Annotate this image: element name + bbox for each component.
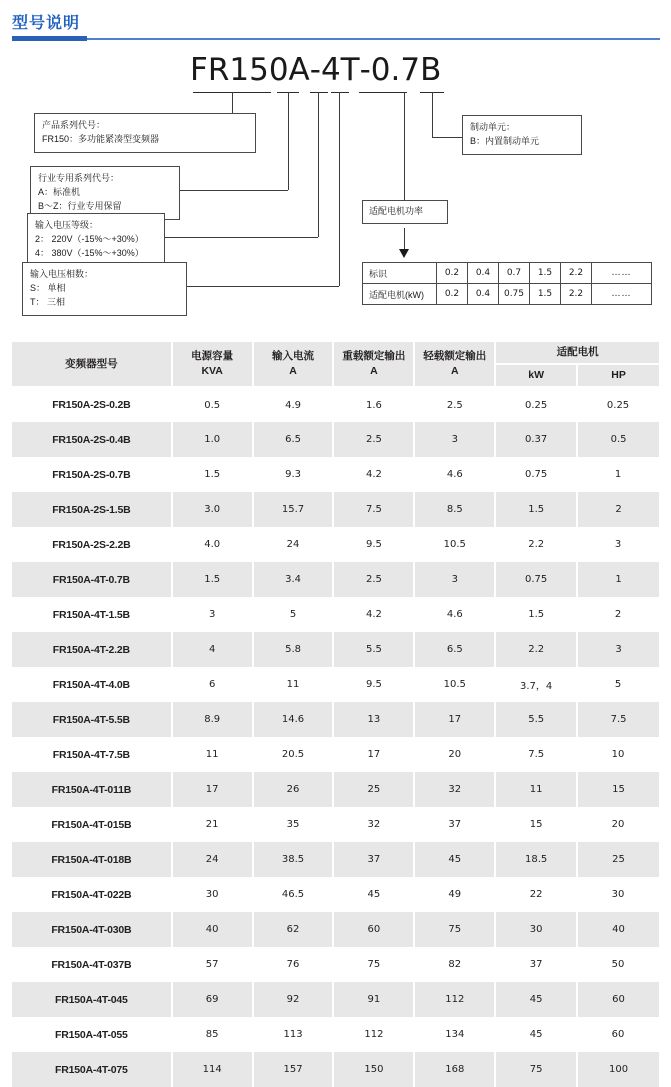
- cell-capacity: 3.0: [172, 492, 253, 527]
- cell-input-current: 9.3: [253, 457, 334, 492]
- spec-header-current-l1: 输入电流: [272, 350, 315, 362]
- table-row: [12, 737, 659, 772]
- table-row: [12, 982, 659, 1017]
- cell-motor-kw: 0.75: [495, 562, 577, 597]
- cell-model: FR150A-2S-0.7B: [12, 457, 172, 492]
- cell-capacity: 1.5: [172, 457, 253, 492]
- callout-product-series: [34, 113, 256, 153]
- cell-motor-kw: 0.25: [495, 387, 577, 422]
- table-row: [12, 877, 659, 912]
- cell-heavy-output: 37: [333, 842, 414, 877]
- cell-light-output: 4.6: [414, 597, 495, 632]
- cell-light-output: 4.6: [414, 457, 495, 492]
- cell-motor-kw: 11: [495, 772, 577, 807]
- model-segment-series: FR150: [190, 52, 289, 88]
- cell-light-output: 49: [414, 877, 495, 912]
- cell-heavy-output: 9.5: [333, 667, 414, 702]
- cell-motor-kw: 7.5: [495, 737, 577, 772]
- cell-motor-kw: 2.2: [495, 527, 577, 562]
- cell-motor-kw: 15: [495, 807, 577, 842]
- model-code: [190, 52, 441, 88]
- spec-table-body: [12, 387, 659, 1087]
- page-title: 型号说明: [12, 15, 81, 32]
- cell-motor-kw: 22: [495, 877, 577, 912]
- power-cell: 1.5: [530, 284, 561, 305]
- cell-heavy-output: 150: [333, 1052, 414, 1087]
- cell-capacity: 1.5: [172, 562, 253, 597]
- cell-model: FR150A-2S-1.5B: [12, 492, 172, 527]
- cell-motor-hp: 1: [577, 457, 659, 492]
- cell-input-current: 46.5: [253, 877, 334, 912]
- cell-light-output: 17: [414, 702, 495, 737]
- power-cell: 2.2: [561, 284, 592, 305]
- cell-capacity: 30: [172, 877, 253, 912]
- table-row: [12, 527, 659, 562]
- cell-motor-hp: 5: [577, 667, 659, 702]
- callout-phase-line3: T： 三相: [30, 296, 65, 307]
- cell-model: FR150A-4T-5.5B: [12, 702, 172, 737]
- cell-model: FR150A-2S-0.2B: [12, 387, 172, 422]
- callout-industry-series: [30, 166, 180, 220]
- leader-industry-horizontal: [180, 190, 288, 191]
- cell-motor-hp: 50: [577, 947, 659, 982]
- cell-motor-kw: 0.75: [495, 457, 577, 492]
- cell-motor-hp: 0.25: [577, 387, 659, 422]
- underline-power: [359, 92, 407, 93]
- leader-phase-horizontal: [187, 286, 339, 287]
- cell-heavy-output: 1.6: [333, 387, 414, 422]
- table-row: [12, 772, 659, 807]
- cell-motor-hp: 30: [577, 877, 659, 912]
- table-row: [12, 702, 659, 737]
- cell-light-output: 3: [414, 422, 495, 457]
- cell-light-output: 82: [414, 947, 495, 982]
- cell-input-current: 38.5: [253, 842, 334, 877]
- leader-brake-vertical: [432, 92, 433, 137]
- table-row: [12, 632, 659, 667]
- cell-heavy-output: 60: [333, 912, 414, 947]
- cell-light-output: 32: [414, 772, 495, 807]
- section-header: [0, 0, 671, 44]
- table-row: [12, 807, 659, 842]
- cell-motor-hp: 3: [577, 527, 659, 562]
- table-row: [12, 422, 659, 457]
- cell-light-output: 20: [414, 737, 495, 772]
- title-rule-thin: [12, 38, 660, 40]
- callout-voltage-line1: 输入电压等级：: [35, 220, 99, 230]
- leader-phase-vertical: [339, 92, 340, 286]
- spec-header-row-1: [12, 342, 659, 364]
- power-cell: 2.2: [561, 263, 592, 284]
- cell-light-output: 45: [414, 842, 495, 877]
- leader-power-vertical-upper: [404, 92, 405, 200]
- spec-header-motor-kw: kW: [495, 364, 577, 387]
- table-row: [12, 597, 659, 632]
- cell-model: FR150A-4T-2.2B: [12, 632, 172, 667]
- spec-header-model: 变频器型号: [12, 342, 172, 387]
- cell-light-output: 75: [414, 912, 495, 947]
- cell-model: FR150A-2S-2.2B: [12, 527, 172, 562]
- cell-capacity: 1.0: [172, 422, 253, 457]
- cell-motor-kw: 1.5: [495, 492, 577, 527]
- cell-light-output: 112: [414, 982, 495, 1017]
- cell-motor-kw: 45: [495, 1017, 577, 1052]
- power-row-label: 适配电机(kW): [363, 284, 437, 305]
- cell-heavy-output: 2.5: [333, 422, 414, 457]
- cell-light-output: 168: [414, 1052, 495, 1087]
- cell-model: FR150A-4T-055: [12, 1017, 172, 1052]
- cell-heavy-output: 4.2: [333, 457, 414, 492]
- cell-heavy-output: 75: [333, 947, 414, 982]
- callout-voltage-line2: 2： 220V（-15%～+30%）: [35, 233, 144, 244]
- callout-series-line1: 产品系列代号：: [42, 120, 106, 130]
- cell-model: FR150A-4T-015B: [12, 807, 172, 842]
- callout-phase-line1: 输入电压相数：: [30, 269, 94, 279]
- cell-motor-hp: 20: [577, 807, 659, 842]
- spec-header-capacity-l2: KVA: [201, 365, 223, 378]
- spec-header-heavy-l1: 重载额定输出: [342, 350, 406, 362]
- cell-input-current: 15.7: [253, 492, 334, 527]
- cell-capacity: 40: [172, 912, 253, 947]
- cell-input-current: 113: [253, 1017, 334, 1052]
- spec-table-head: [12, 342, 659, 387]
- cell-heavy-output: 9.5: [333, 527, 414, 562]
- cell-light-output: 10.5: [414, 667, 495, 702]
- cell-motor-kw: 0.37: [495, 422, 577, 457]
- callout-input-voltage-level: [27, 213, 165, 267]
- cell-motor-kw: 2.2: [495, 632, 577, 667]
- cell-light-output: 134: [414, 1017, 495, 1052]
- cell-heavy-output: 17: [333, 737, 414, 772]
- cell-motor-kw: 45: [495, 982, 577, 1017]
- callout-brake-line2: B：内置制动单元: [470, 135, 540, 146]
- cell-motor-kw: 30: [495, 912, 577, 947]
- cell-model: FR150A-2S-0.4B: [12, 422, 172, 457]
- cell-model: FR150A-4T-075: [12, 1052, 172, 1087]
- callout-industry-line1: 行业专用系列代号：: [38, 173, 120, 183]
- cell-motor-hp: 2: [577, 492, 659, 527]
- table-row: [12, 667, 659, 702]
- power-cell: 0.75: [499, 284, 530, 305]
- leader-power-vertical-lower: [404, 228, 405, 251]
- cell-model: FR150A-4T-0.7B: [12, 562, 172, 597]
- power-cell: 0.4: [468, 284, 499, 305]
- power-table-body: [363, 263, 652, 305]
- cell-capacity: 3: [172, 597, 253, 632]
- model-segment-voltage-phase: -4T: [309, 52, 360, 88]
- cell-motor-hp: 40: [577, 912, 659, 947]
- spec-header-capacity-l1: 电源容量: [191, 350, 234, 362]
- cell-input-current: 62: [253, 912, 334, 947]
- cell-motor-hp: 3: [577, 632, 659, 667]
- cell-motor-hp: 100: [577, 1052, 659, 1087]
- cell-model: FR150A-4T-045: [12, 982, 172, 1017]
- cell-light-output: 8.5: [414, 492, 495, 527]
- table-row: [12, 947, 659, 982]
- callout-series-line2: FR150：多功能紧凑型变频器: [42, 133, 160, 144]
- model-segment-power-b: 7B: [400, 52, 442, 88]
- cell-light-output: 2.5: [414, 387, 495, 422]
- leader-brake-horizontal: [432, 137, 462, 138]
- cell-heavy-output: 112: [333, 1017, 414, 1052]
- cell-motor-kw: 3.7，4: [495, 667, 577, 702]
- table-row: [12, 492, 659, 527]
- cell-model: FR150A-4T-030B: [12, 912, 172, 947]
- spec-header-capacity: [172, 342, 253, 387]
- table-row: [12, 387, 659, 422]
- power-cell-ellipsis: ……: [592, 284, 652, 305]
- power-cell-ellipsis: ……: [592, 263, 652, 284]
- cell-heavy-output: 13: [333, 702, 414, 737]
- power-cell: 0.2: [437, 284, 468, 305]
- callout-industry-line3: B～Z：行业专用保留: [38, 200, 122, 211]
- cell-input-current: 76: [253, 947, 334, 982]
- power-cell: 1.5: [530, 263, 561, 284]
- cell-capacity: 69: [172, 982, 253, 1017]
- callout-motor-power: [362, 200, 448, 224]
- cell-model: FR150A-4T-037B: [12, 947, 172, 982]
- table-row: [12, 842, 659, 877]
- table-row: [12, 562, 659, 597]
- cell-input-current: 157: [253, 1052, 334, 1087]
- spec-header-motor: 适配电机: [495, 342, 659, 364]
- leader-voltage-horizontal: [165, 237, 318, 238]
- spec-header-current: [253, 342, 334, 387]
- spec-header-heavy-l2: A: [370, 365, 378, 378]
- cell-motor-hp: 2: [577, 597, 659, 632]
- cell-capacity: 4.0: [172, 527, 253, 562]
- cell-motor-kw: 5.5: [495, 702, 577, 737]
- power-row-label: 标识: [363, 263, 437, 284]
- cell-input-current: 35: [253, 807, 334, 842]
- cell-capacity: 0.5: [172, 387, 253, 422]
- title-rule-thick: [12, 36, 87, 41]
- cell-light-output: 37: [414, 807, 495, 842]
- cell-capacity: 114: [172, 1052, 253, 1087]
- cell-input-current: 11: [253, 667, 334, 702]
- cell-motor-hp: 0.5: [577, 422, 659, 457]
- spec-header-heavy-load: [333, 342, 414, 387]
- callout-industry-line2: A：标准机: [38, 186, 81, 197]
- cell-model: FR150A-4T-011B: [12, 772, 172, 807]
- underline-voltage: [310, 92, 328, 93]
- cell-capacity: 57: [172, 947, 253, 982]
- cell-input-current: 5: [253, 597, 334, 632]
- cell-motor-kw: 37: [495, 947, 577, 982]
- leader-industry-vertical: [288, 92, 289, 190]
- cell-input-current: 5.8: [253, 632, 334, 667]
- power-table-row: [363, 263, 652, 284]
- cell-heavy-output: 91: [333, 982, 414, 1017]
- power-cell: 0.2: [437, 263, 468, 284]
- cell-heavy-output: 5.5: [333, 632, 414, 667]
- cell-heavy-output: 32: [333, 807, 414, 842]
- leader-voltage-vertical: [318, 92, 319, 237]
- cell-motor-hp: 60: [577, 982, 659, 1017]
- cell-input-current: 14.6: [253, 702, 334, 737]
- callout-input-phase-count: [22, 262, 187, 316]
- table-row: [12, 457, 659, 492]
- cell-input-current: 20.5: [253, 737, 334, 772]
- motor-power-mapping-table: [362, 262, 652, 305]
- power-table-row: [363, 284, 652, 305]
- cell-heavy-output: 4.2: [333, 597, 414, 632]
- cell-capacity: 21: [172, 807, 253, 842]
- cell-capacity: 24: [172, 842, 253, 877]
- cell-heavy-output: 2.5: [333, 562, 414, 597]
- spec-header-light-l2: A: [450, 365, 459, 378]
- spec-header-light-l1: 轻载额定输出: [423, 350, 487, 362]
- callout-phase-line2: S： 单相: [30, 282, 66, 293]
- spec-header-motor-hp: HP: [577, 364, 659, 387]
- cell-motor-hp: 60: [577, 1017, 659, 1052]
- cell-light-output: 3: [414, 562, 495, 597]
- cell-motor-hp: 1: [577, 562, 659, 597]
- cell-capacity: 6: [172, 667, 253, 702]
- cell-input-current: 6.5: [253, 422, 334, 457]
- cell-heavy-output: 25: [333, 772, 414, 807]
- cell-capacity: 4: [172, 632, 253, 667]
- cell-light-output: 6.5: [414, 632, 495, 667]
- cell-model: FR150A-4T-022B: [12, 877, 172, 912]
- underline-phase: [331, 92, 349, 93]
- cell-model: FR150A-4T-018B: [12, 842, 172, 877]
- spec-header-current-l2: A: [289, 365, 297, 378]
- cell-capacity: 8.9: [172, 702, 253, 737]
- cell-capacity: 11: [172, 737, 253, 772]
- cell-input-current: 4.9: [253, 387, 334, 422]
- spec-header-light-load: [414, 342, 495, 387]
- model-segment-power-a: -0.: [359, 52, 401, 88]
- cell-motor-kw: 75: [495, 1052, 577, 1087]
- cell-motor-hp: 15: [577, 772, 659, 807]
- cell-heavy-output: 7.5: [333, 492, 414, 527]
- cell-model: FR150A-4T-1.5B: [12, 597, 172, 632]
- cell-motor-hp: 10: [577, 737, 659, 772]
- cell-model: FR150A-4T-7.5B: [12, 737, 172, 772]
- table-row: [12, 1017, 659, 1052]
- cell-input-current: 26: [253, 772, 334, 807]
- inverter-spec-table: [12, 342, 660, 1087]
- callout-brake-unit: [462, 115, 582, 155]
- cell-input-current: 3.4: [253, 562, 334, 597]
- cell-capacity: 17: [172, 772, 253, 807]
- callout-brake-line1: 制动单元：: [470, 122, 516, 132]
- cell-motor-hp: 7.5: [577, 702, 659, 737]
- cell-motor-kw: 1.5: [495, 597, 577, 632]
- power-arrow-icon: [399, 249, 409, 258]
- cell-capacity: 85: [172, 1017, 253, 1052]
- model-segment-industry: A: [288, 52, 310, 88]
- cell-motor-kw: 18.5: [495, 842, 577, 877]
- cell-motor-hp: 25: [577, 842, 659, 877]
- table-row: [12, 1052, 659, 1087]
- cell-light-output: 10.5: [414, 527, 495, 562]
- power-cell: 0.4: [468, 263, 499, 284]
- power-cell: 0.7: [499, 263, 530, 284]
- cell-input-current: 24: [253, 527, 334, 562]
- table-row: [12, 912, 659, 947]
- cell-input-current: 92: [253, 982, 334, 1017]
- callout-motor-power-label: 适配电机功率: [369, 206, 424, 216]
- cell-model: FR150A-4T-4.0B: [12, 667, 172, 702]
- cell-heavy-output: 45: [333, 877, 414, 912]
- callout-voltage-line3: 4： 380V（-15%～+30%）: [35, 247, 144, 258]
